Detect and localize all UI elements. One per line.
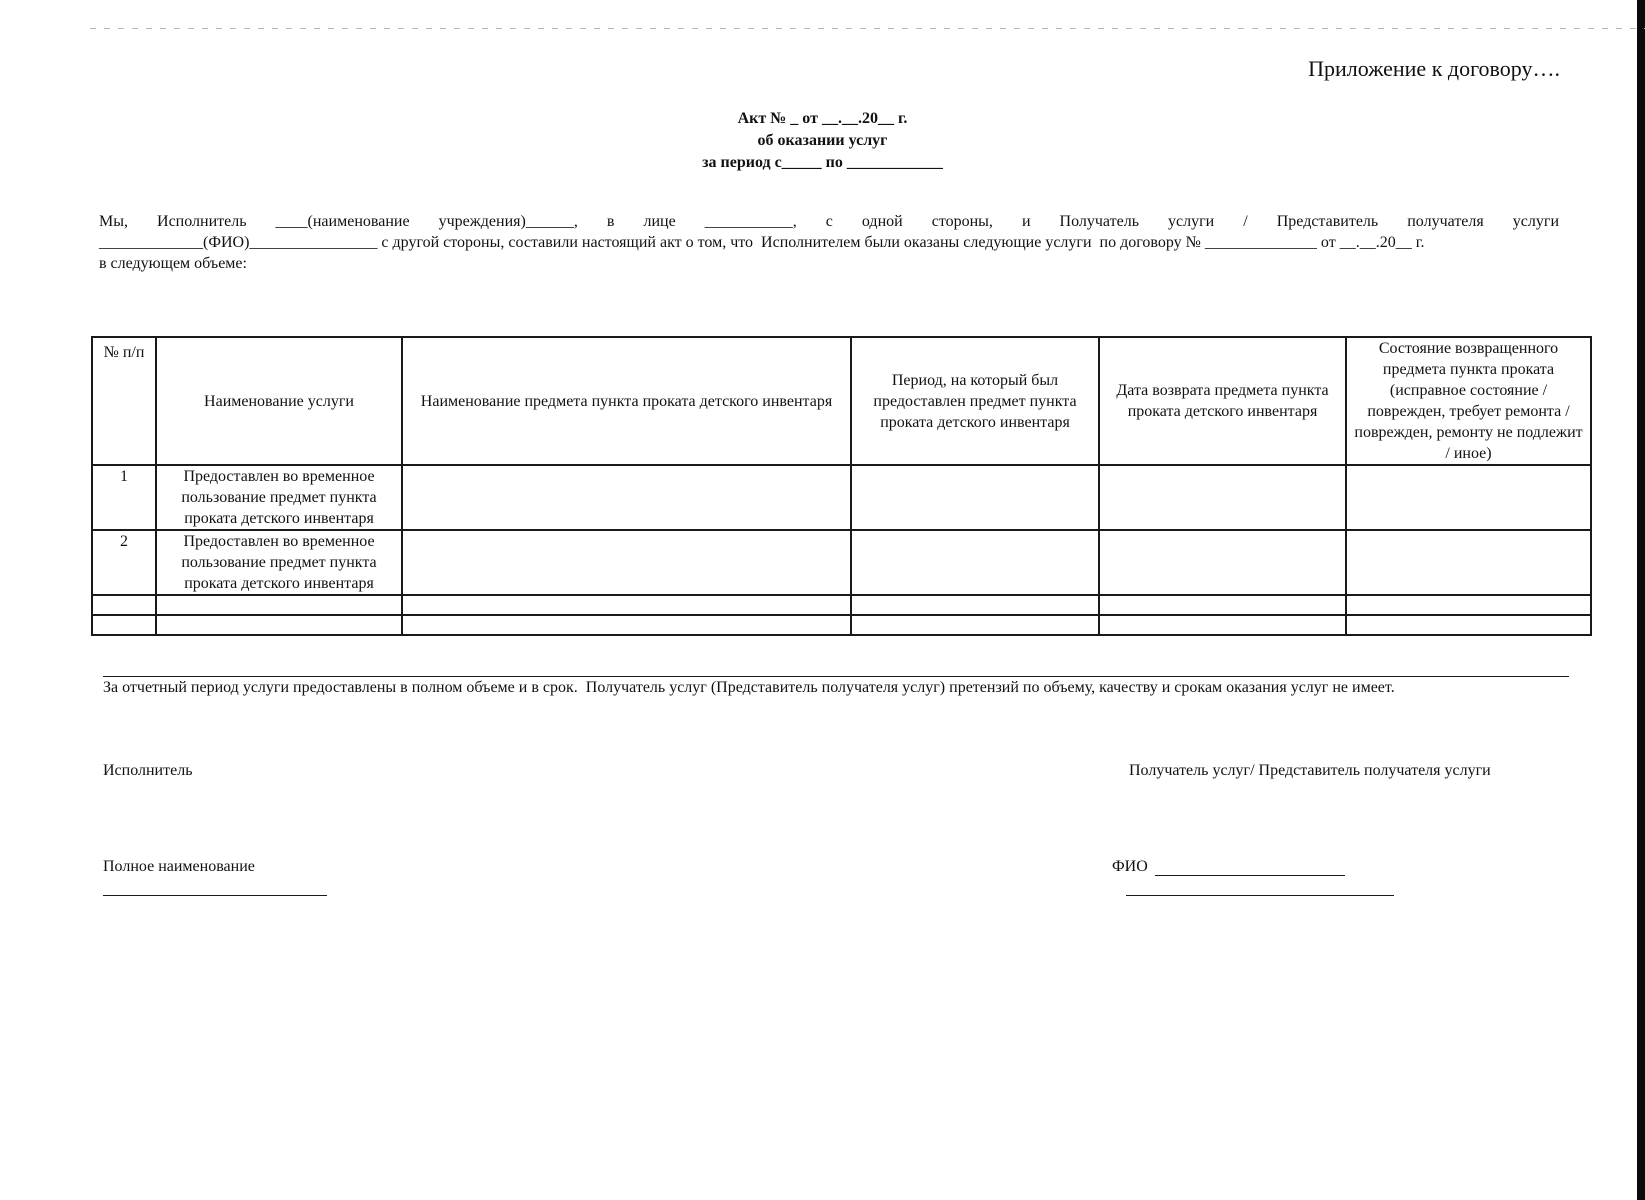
row-period [851, 530, 1099, 595]
header-period: Период, на который был предоставлен предмет пункта проката детского инвентаря [851, 337, 1099, 465]
row-item [402, 530, 851, 595]
row-number: 2 [92, 530, 156, 595]
header-number: № п/п [92, 337, 156, 465]
table-row [92, 465, 1591, 530]
full-name-label: Полное наименование [103, 858, 255, 875]
intro-line-1: Мы, Исполнитель ____(наименование учреждения)______, в лице ___________, с одной стороны, и Получатель услуги / Представитель получателя услуги [99, 213, 1559, 230]
summary-divider [103, 676, 1569, 677]
row-item [402, 465, 851, 530]
services-table [91, 336, 1592, 636]
row-return-date [1099, 530, 1346, 595]
document-title [0, 108, 1645, 174]
scan-edge [1637, 0, 1645, 1200]
table-row [92, 530, 1591, 595]
table-row-empty [92, 615, 1591, 635]
header-item-name: Наименование предмета пункта проката детского инвентаря [402, 337, 851, 465]
act-subject-line: об оказании услуг [757, 132, 888, 149]
recipient-signature-line [1126, 895, 1394, 896]
row-condition [1346, 530, 1591, 595]
row-condition [1346, 465, 1591, 530]
header-service-name: Наименование услуги [156, 337, 402, 465]
intro-paragraph [99, 211, 1559, 274]
executor-label: Исполнитель [103, 762, 193, 779]
header-return-date: Дата возврата предмета пункта проката детского инвентаря [1099, 337, 1346, 465]
row-service: Предоставлен во временное пользование предмет пункта проката детского инвентаря [156, 530, 402, 595]
period-line: за период с_____ по ____________ [702, 154, 943, 171]
row-return-date [1099, 465, 1346, 530]
fio-label: ФИО [1112, 858, 1148, 875]
table-header-row [92, 337, 1591, 465]
table-row-empty [92, 595, 1591, 615]
row-number: 1 [92, 465, 156, 530]
summary-statement: За отчетный период услуги предоставлены в полном объеме и в срок. Получатель услуг (Представитель получателя услуг) претензий по объему, качеству и срокам оказания услуг не имеет. [103, 679, 1395, 696]
intro-line-3: в следующем объеме: [99, 255, 247, 272]
header-condition: Состояние возвращенного предмета пункта проката (исправное состояние / поврежден, требует ремонта / поврежден, ремонту не подлежит / иное) [1346, 337, 1591, 465]
row-service: Предоставлен во временное пользование предмет пункта проката детского инвентаря [156, 465, 402, 530]
act-number-line: Акт № _ от __.__.20__ г. [737, 110, 908, 127]
intro-line-2: _____________(ФИО)________________ с другой стороны, составили настоящий акт о том, что Исполнителем были оказаны следующие услуги по договору № ______________ от __.__.20__ г. [99, 234, 1425, 251]
scan-artifact-line [90, 28, 1645, 29]
appendix-note: Приложение к договору…. [1308, 56, 1560, 81]
row-period [851, 465, 1099, 530]
full-name-signature-line [103, 895, 327, 896]
recipient-label: Получатель услуг/ Представитель получателя услуги [1129, 762, 1491, 779]
fio-input-line [1155, 875, 1345, 876]
